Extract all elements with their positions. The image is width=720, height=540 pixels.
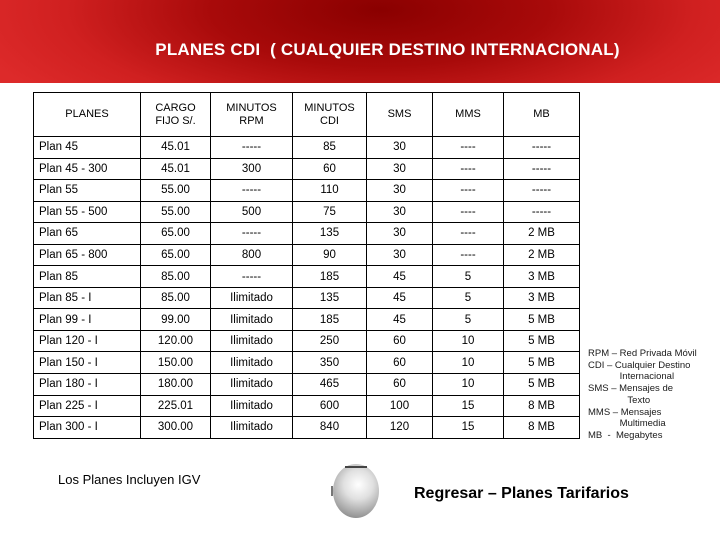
table-cell-fixed-charge: 150.00: [141, 352, 211, 374]
table-cell-mms: ----: [433, 180, 504, 202]
plan-name-cell: Plan 45 - 300: [34, 158, 141, 180]
legend-item: [588, 348, 718, 360]
column-header-line: CDI: [320, 114, 339, 127]
table-cell-mb: 2 MB: [504, 223, 580, 245]
table-cell-sms: 30: [367, 158, 433, 180]
legend-line: MMS – Mensajes: [588, 406, 662, 418]
table-cell-sms: 45: [367, 287, 433, 309]
table-cell-sms: 30: [367, 223, 433, 245]
table-body: [34, 137, 580, 439]
table-cell-rpm-minutes: -----: [211, 180, 293, 202]
table-row: [34, 374, 580, 396]
table-row: [34, 137, 580, 159]
plans-table: [33, 92, 580, 439]
table-cell-rpm-minutes: 300: [211, 158, 293, 180]
plan-name-cell: Plan 85: [34, 266, 141, 288]
table-cell-cdi-minutes: 250: [293, 330, 367, 352]
table-row: [34, 158, 580, 180]
table-cell-mms: ----: [433, 244, 504, 266]
table-cell-sms: 100: [367, 395, 433, 417]
plan-name-cell: Plan 45: [34, 137, 141, 159]
plan-name-cell: Plan 65 - 800: [34, 244, 141, 266]
table-row: [34, 330, 580, 352]
table-cell-mb: -----: [504, 201, 580, 223]
table-cell-mms: 5: [433, 266, 504, 288]
column-header-line: SMS: [387, 108, 412, 120]
plan-name-cell: Plan 65: [34, 223, 141, 245]
table-cell-rpm-minutes: Ilimitado: [211, 309, 293, 331]
column-header-rpm-minutes: [211, 93, 293, 137]
table-cell-fixed-charge: 65.00: [141, 244, 211, 266]
table-cell-mms: 10: [433, 374, 504, 396]
table-row: [34, 287, 580, 309]
column-header-line: FIJO S/.: [155, 114, 196, 127]
table-cell-fixed-charge: 180.00: [141, 374, 211, 396]
legend-item: [588, 383, 718, 406]
column-header-line: RPM: [239, 114, 264, 127]
table-cell-rpm-minutes: 800: [211, 244, 293, 266]
table-cell-mms: 5: [433, 309, 504, 331]
table-cell-mb: 8 MB: [504, 417, 580, 439]
table-cell-rpm-minutes: Ilimitado: [211, 330, 293, 352]
plan-name-cell: Plan 120 - I: [34, 330, 141, 352]
table-cell-cdi-minutes: 110: [293, 180, 367, 202]
table-cell-cdi-minutes: 185: [293, 309, 367, 331]
table-row: [34, 266, 580, 288]
table-cell-fixed-charge: 85.00: [141, 287, 211, 309]
table-cell-mb: -----: [504, 137, 580, 159]
table-cell-mms: ----: [433, 158, 504, 180]
table-cell-mms: 15: [433, 395, 504, 417]
decorative-disc-icon: [333, 464, 379, 518]
column-header-fixed-charge: [141, 93, 211, 137]
table-cell-cdi-minutes: 840: [293, 417, 367, 439]
table-cell-rpm-minutes: -----: [211, 137, 293, 159]
table-row: [34, 180, 580, 202]
column-header-mms: [433, 93, 504, 137]
table-cell-cdi-minutes: 185: [293, 266, 367, 288]
table-cell-mb: 8 MB: [504, 395, 580, 417]
table-cell-mb: 2 MB: [504, 244, 580, 266]
plan-name-cell: Plan 225 - I: [34, 395, 141, 417]
column-header-cdi-minutes: [293, 93, 367, 137]
column-header-sms: [367, 93, 433, 137]
igv-note: Los Planes Incluyen IGV: [58, 472, 201, 487]
table-cell-sms: 30: [367, 201, 433, 223]
column-header-line: MMS: [455, 108, 481, 120]
table-cell-mms: 10: [433, 330, 504, 352]
table-cell-mb: -----: [504, 180, 580, 202]
table-cell-cdi-minutes: 600: [293, 395, 367, 417]
column-header-line: MINUTOS: [226, 101, 277, 114]
plan-name-cell: Plan 85 - I: [34, 287, 141, 309]
plan-name-cell: Plan 99 - I: [34, 309, 141, 331]
legend-item: [588, 407, 718, 430]
table-cell-mb: 5 MB: [504, 352, 580, 374]
table-cell-cdi-minutes: 135: [293, 287, 367, 309]
table-row: [34, 223, 580, 245]
table-row: [34, 395, 580, 417]
legend-line: Texto: [588, 394, 651, 406]
table-cell-cdi-minutes: 85: [293, 137, 367, 159]
table-cell-fixed-charge: 45.01: [141, 137, 211, 159]
table-cell-rpm-minutes: Ilimitado: [211, 395, 293, 417]
table-cell-mb: 5 MB: [504, 374, 580, 396]
table-cell-sms: 45: [367, 266, 433, 288]
table-cell-rpm-minutes: Ilimitado: [211, 287, 293, 309]
table-row: [34, 244, 580, 266]
table-cell-rpm-minutes: Ilimitado: [211, 352, 293, 374]
plan-name-cell: Plan 300 - I: [34, 417, 141, 439]
plan-name-cell: Plan 55: [34, 180, 141, 202]
table-cell-mb: 5 MB: [504, 330, 580, 352]
legend-line: RPM – Red Privada Móvil: [588, 348, 697, 359]
legend-line: CDI – Cualquier Destino: [588, 359, 691, 371]
table-cell-mms: ----: [433, 137, 504, 159]
table-cell-sms: 60: [367, 374, 433, 396]
table-row: [34, 201, 580, 223]
legend-line: MB - Megabytes: [588, 429, 663, 441]
plan-name-cell: Plan 180 - I: [34, 374, 141, 396]
column-header-line: PLANES: [65, 108, 109, 120]
table-cell-fixed-charge: 85.00: [141, 266, 211, 288]
table-cell-mb: -----: [504, 158, 580, 180]
page-title: PLANES CDI ( CUALQUIER DESTINO INTERNACIONAL): [155, 40, 620, 59]
table-cell-cdi-minutes: 135: [293, 223, 367, 245]
table-cell-mb: 3 MB: [504, 266, 580, 288]
column-header-line: MINUTOS: [304, 101, 355, 114]
column-header-planes: [34, 93, 141, 137]
table-cell-fixed-charge: 120.00: [141, 330, 211, 352]
back-to-tariff-plans-link[interactable]: Regresar – Planes Tarifarios: [414, 485, 629, 502]
legend-line: SMS – Mensajes de: [588, 383, 674, 395]
table-cell-rpm-minutes: -----: [211, 223, 293, 245]
table-row: [34, 417, 580, 439]
table-cell-mms: 10: [433, 352, 504, 374]
column-header-mb: [504, 93, 580, 137]
table-cell-fixed-charge: 55.00: [141, 180, 211, 202]
legend-item: [588, 360, 718, 383]
table-cell-sms: 60: [367, 352, 433, 374]
table-cell-mb: 5 MB: [504, 309, 580, 331]
table-cell-rpm-minutes: Ilimitado: [211, 417, 293, 439]
plan-name-cell: Plan 55 - 500: [34, 201, 141, 223]
table-cell-mms: ----: [433, 201, 504, 223]
table-cell-fixed-charge: 55.00: [141, 201, 211, 223]
table-cell-sms: 30: [367, 137, 433, 159]
legend-line: Internacional: [588, 371, 675, 383]
table-cell-sms: 45: [367, 309, 433, 331]
table-cell-fixed-charge: 45.01: [141, 158, 211, 180]
table-cell-mb: 3 MB: [504, 287, 580, 309]
table-cell-cdi-minutes: 465: [293, 374, 367, 396]
table-cell-sms: 120: [367, 417, 433, 439]
table-cell-sms: 30: [367, 244, 433, 266]
column-header-line: CARGO: [155, 101, 196, 114]
table-row: [34, 352, 580, 374]
table-cell-cdi-minutes: 75: [293, 201, 367, 223]
table-cell-rpm-minutes: -----: [211, 266, 293, 288]
table-cell-cdi-minutes: 60: [293, 158, 367, 180]
table-cell-cdi-minutes: 90: [293, 244, 367, 266]
abbreviation-legend: [588, 348, 718, 442]
legend-item: [588, 430, 718, 442]
table-cell-rpm-minutes: 500: [211, 201, 293, 223]
table-cell-cdi-minutes: 350: [293, 352, 367, 374]
table-cell-mms: 5: [433, 287, 504, 309]
plan-name-cell: Plan 150 - I: [34, 352, 141, 374]
table-cell-mms: 15: [433, 417, 504, 439]
table-header-row: [34, 93, 580, 137]
column-header-line: MB: [533, 108, 550, 120]
table-cell-fixed-charge: 225.01: [141, 395, 211, 417]
legend-line: Multimedia: [588, 418, 666, 430]
table-cell-fixed-charge: 300.00: [141, 417, 211, 439]
table-cell-fixed-charge: 99.00: [141, 309, 211, 331]
table-cell-sms: 60: [367, 330, 433, 352]
table-cell-mms: ----: [433, 223, 504, 245]
table-cell-fixed-charge: 65.00: [141, 223, 211, 245]
table-cell-rpm-minutes: Ilimitado: [211, 374, 293, 396]
table-row: [34, 309, 580, 331]
table-cell-sms: 30: [367, 180, 433, 202]
